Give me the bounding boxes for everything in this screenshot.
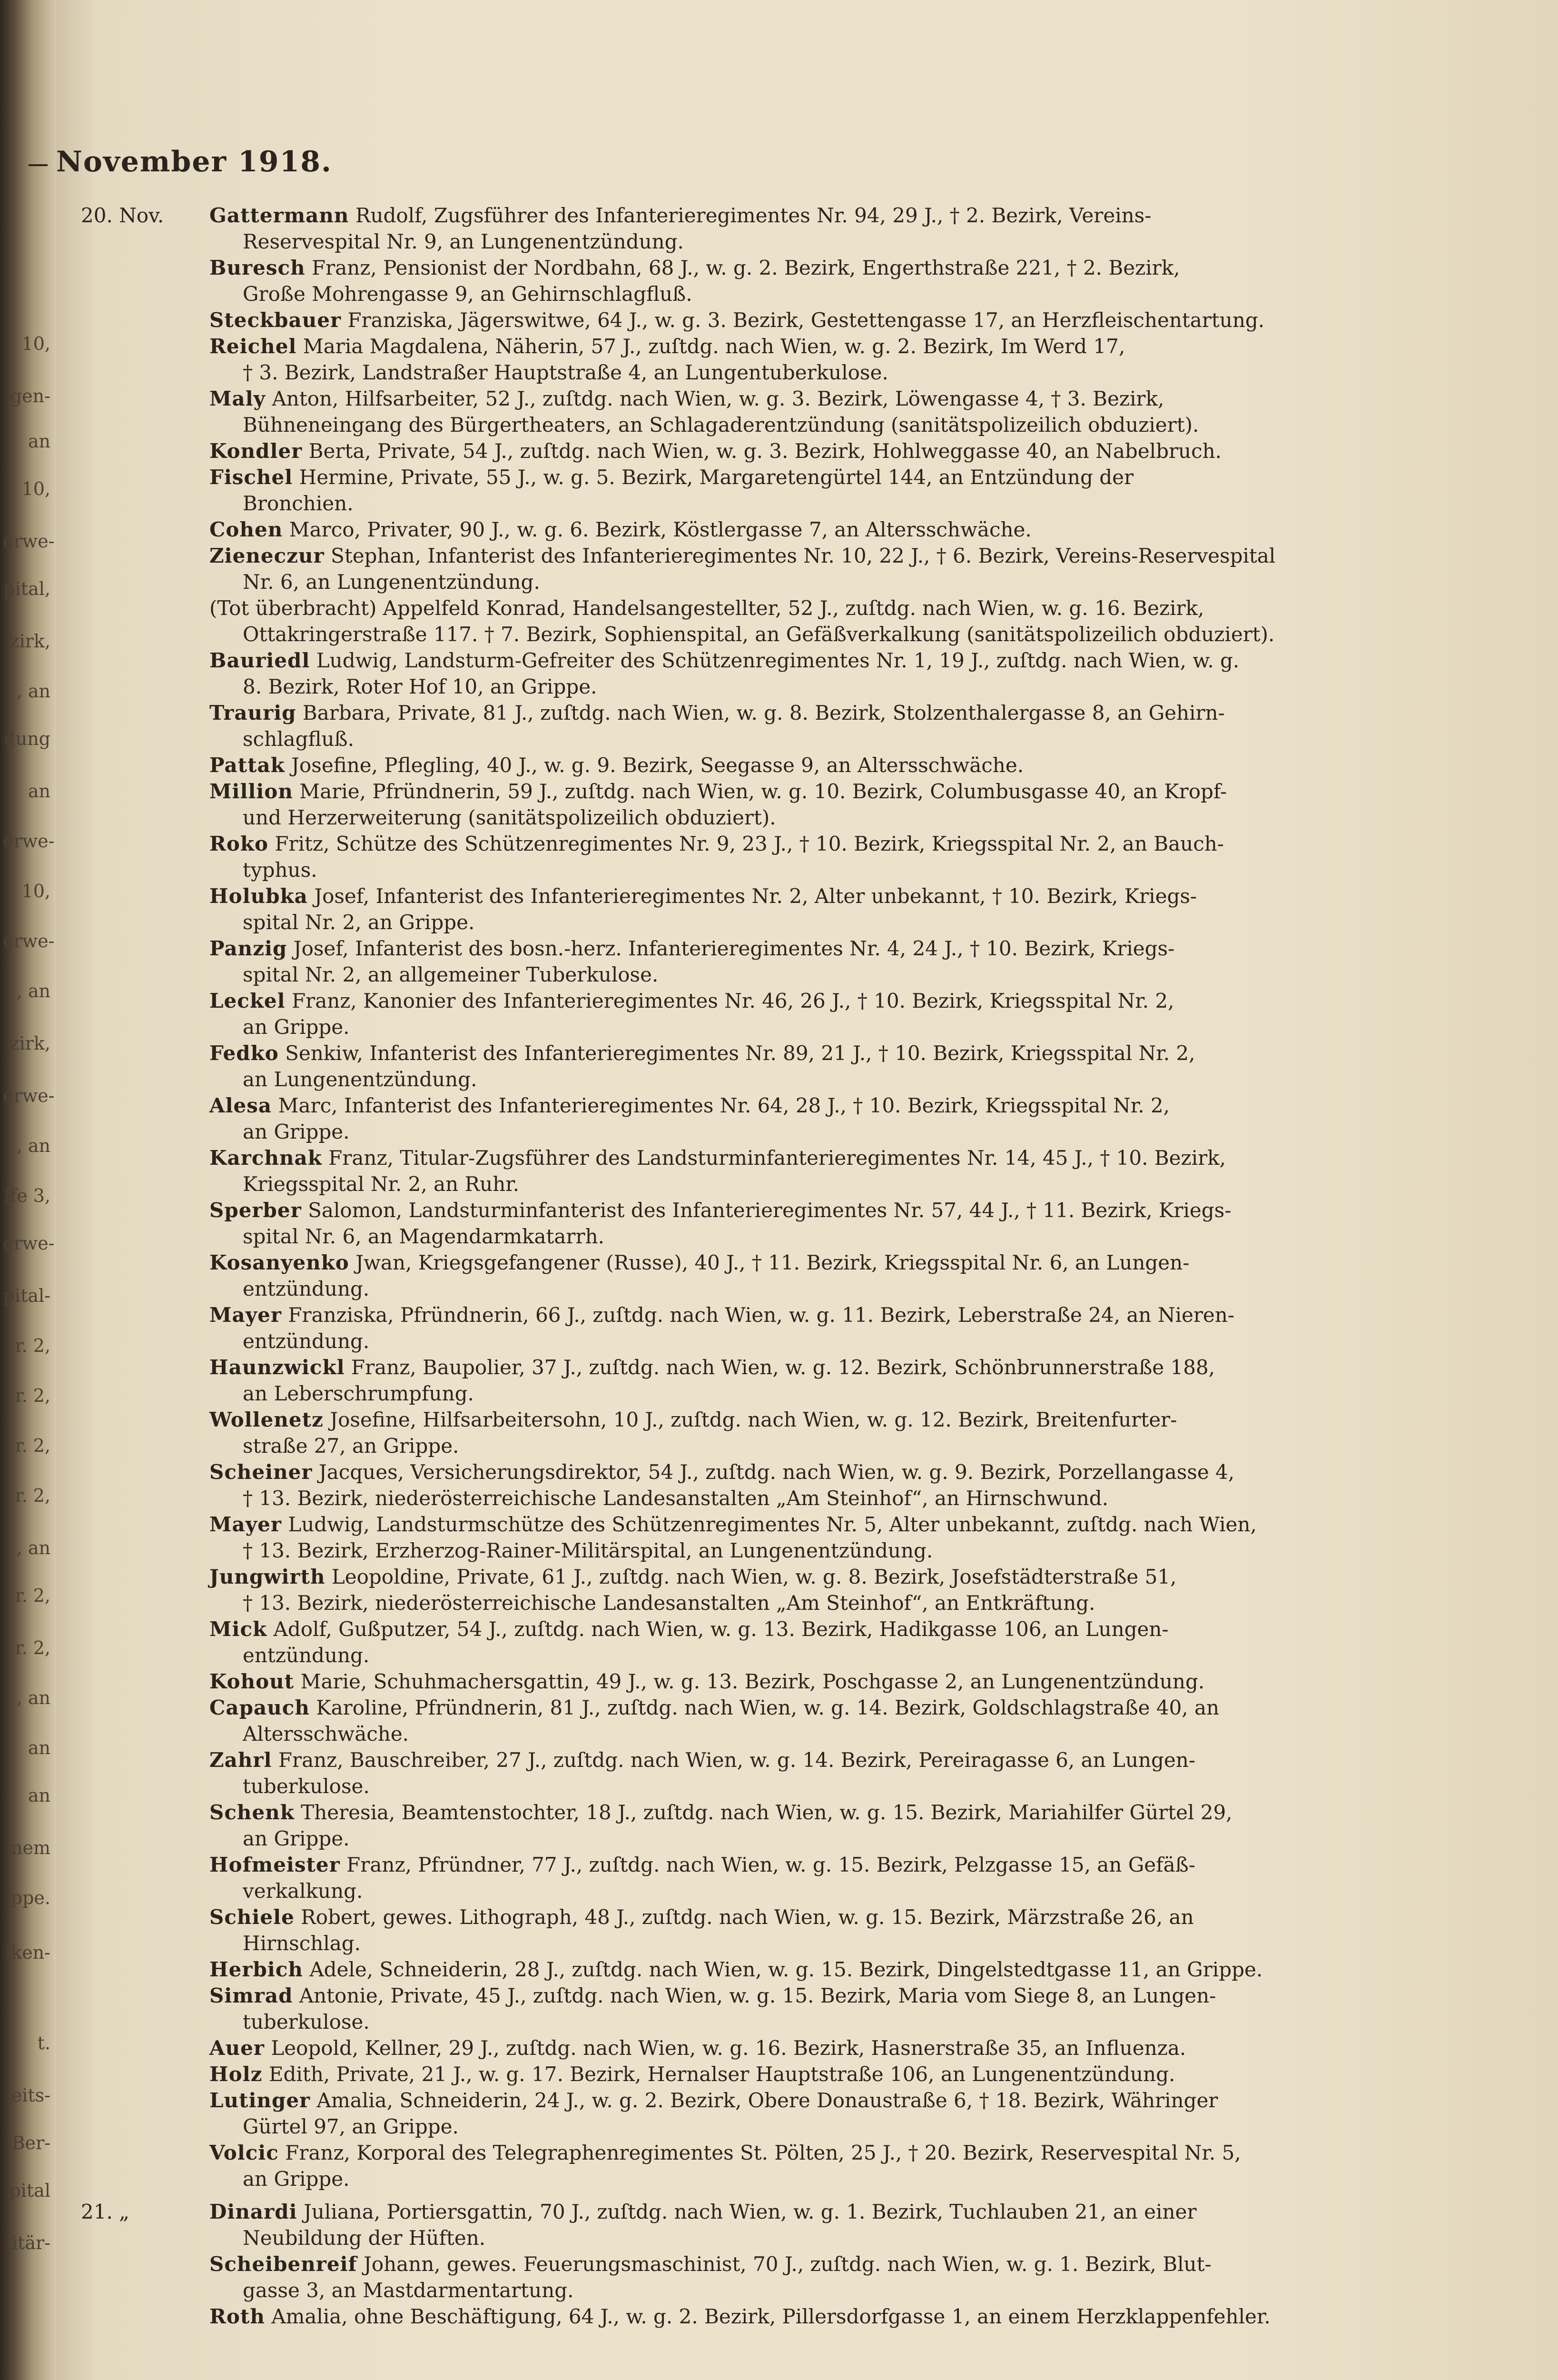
entry-text <box>209 1040 1356 1092</box>
margin-fragment: 10, <box>21 333 50 354</box>
register-entry <box>81 883 1356 935</box>
register-entry <box>81 1197 1356 1250</box>
entry-surname: Karchnak <box>209 1146 322 1170</box>
entry-surname: Fischel <box>209 466 293 489</box>
margin-fragment: nem <box>11 1837 50 1858</box>
entry-details: Maria Magdalena, Näherin, 57 J., zuſtdg. nach Wien, w. g. 2. Bezirk, Im Werd 17, <box>303 335 1125 358</box>
register-entry <box>81 1564 1356 1616</box>
entry-surname: Schiele <box>209 1905 295 1929</box>
entry-surname: Bauriedl <box>209 649 310 672</box>
entry-text <box>209 935 1356 988</box>
entry-continuation: tuberkulose. <box>243 1775 370 1798</box>
entry-surname: Sperber <box>209 1199 302 1222</box>
margin-fragment: , an <box>16 681 50 702</box>
entry-continuation: Reservespital Nr. 9, an Lungenentzündung. <box>243 230 684 253</box>
margin-fragment: , an <box>16 1687 50 1708</box>
entry-details: Franz, Bauschreiber, 27 J., zuſtdg. nach Wien, w. g. 14. Bezirk, Pereiragasse 6, an Lungen- <box>278 1748 1196 1772</box>
register-entry <box>81 1040 1356 1092</box>
entry-details: Theresia, Beamtenstochter, 18 J., zuſtdg. nach Wien, w. g. 15. Bezirk, Mariahilfer Gürtel 29, <box>301 1801 1233 1824</box>
entry-continuation: † 13. Bezirk, niederösterreichische Landesanstalten „Am Steinhof“, an Hirnschwund. <box>243 1487 1109 1510</box>
register-entry <box>81 516 1356 543</box>
register-entry <box>81 2035 1356 2061</box>
entry-details: Jacques, Versicherungsdirektor, 54 J., zuſtdg. nach Wien, w. g. 9. Bezirk, Porzellangasse 4, <box>318 1460 1235 1484</box>
entry-continuation: an Grippe. <box>243 1015 350 1039</box>
margin-fragment: pital <box>9 2180 50 2201</box>
register-entry <box>81 647 1356 700</box>
entry-continuation: und Herzerweiterung (sanitätspolizeilich obduziert). <box>243 806 776 829</box>
entry-details: Leopoldine, Private, 61 J., zuſtdg. nach Wien, w. g. 8. Bezirk, Josefstädterstraße 51, <box>331 1565 1177 1588</box>
entry-text <box>209 1747 1356 1799</box>
entry-details: Amalia, ohne Beschäftigung, 64 J., w. g. 2. Bezirk, Pillersdorfgasse 1, an einem Herzklappenfehler. <box>271 2305 1271 2328</box>
margin-fragment: an <box>28 781 50 802</box>
entry-surname: Herbich <box>209 1958 303 1981</box>
entry-details: Rudolf, Zugsführer des Infanterieregimentes Nr. 94, 29 J., † 2. Bezirk, Vereins- <box>355 204 1152 227</box>
entry-surname: Zahrl <box>209 1748 272 1772</box>
entry-surname: Wollenetz <box>209 1408 324 1431</box>
entry-details: Franz, Baupolier, 37 J., zuſtdg. nach Wien, w. g. 12. Bezirk, Schönbrunnerstraße 188, <box>351 1356 1215 1379</box>
register-entry <box>81 1956 1356 1983</box>
margin-fragment: r. 2, <box>15 1385 50 1406</box>
entry-text <box>209 307 1356 333</box>
death-register-list <box>81 202 1356 2330</box>
entry-text <box>209 1852 1356 1904</box>
margin-fragment: erwe- <box>3 931 55 952</box>
entry-details: Fritz, Schütze des Schützenregimentes Nr. 9, 23 J., † 10. Bezirk, Kriegsspital Nr. 2, an Bauch- <box>275 832 1224 855</box>
entry-details: Marie, Schuhmachersgattin, 49 J., w. g. 13. Bezirk, Poschgasse 2, an Lungenentzündung. <box>300 1670 1205 1693</box>
register-entry <box>81 1250 1356 1302</box>
header-mark <box>29 164 48 166</box>
entry-details: Josef, Infanterist des Infanterieregimentes Nr. 2, Alter unbekannt, † 10. Bezirk, Kriegs- <box>314 884 1197 908</box>
entry-details: Johann, gewes. Feuerungsmaschinist, 70 J., zuſtdg. nach Wien, w. g. 1. Bezirk, Blut- <box>363 2252 1212 2276</box>
margin-fragment: erwe- <box>3 831 55 852</box>
entry-text <box>209 988 1356 1040</box>
entry-date: 21. „ <box>81 2200 129 2223</box>
entry-text <box>209 1250 1356 1302</box>
register-entry <box>81 1852 1356 1904</box>
entry-details: Franz, Korporal des Telegraphenregimentes St. Pölten, 25 J., † 20. Bezirk, Reservespital Nr. 5, <box>285 2141 1241 2164</box>
entry-details: Edith, Private, 21 J., w. g. 17. Bezirk, Hernalser Hauptstraße 106, an Lungenentzündung. <box>268 2063 1175 2086</box>
register-entry <box>81 1092 1356 1145</box>
entry-details: Hermine, Private, 55 J., w. g. 5. Bezirk, Margaretengürtel 144, an Entzündung der <box>299 466 1134 489</box>
entry-continuation: † 3. Bezirk, Landstraßer Hauptstraße 4, an Lungentuberkulose. <box>243 361 888 384</box>
entry-details: (Tot überbracht) Appelfeld Konrad, Handelsangestellter, 52 J., zuſtdg. nach Wien, w. g. 16. Bezirk, <box>209 596 1204 620</box>
entry-continuation: an Grippe. <box>243 1827 350 1850</box>
register-entry <box>81 1747 1356 1799</box>
margin-fragment: r. 2, <box>15 1485 50 1506</box>
margin-fragment: r. 2, <box>15 1637 50 1658</box>
entry-details: Amalia, Schneiderin, 24 J., w. g. 2. Bezirk, Obere Donaustraße 6, † 18. Bezirk, Währinger <box>316 2089 1218 2112</box>
entry-details: Stephan, Infanterist des Infanterieregimentes Nr. 10, 22 J., † 6. Bezirk, Vereins-Reservespital <box>331 544 1276 567</box>
entry-details: Franziska, Pfründnerin, 66 J., zuſtdg. nach Wien, w. g. 11. Bezirk, Leberstraße 24, an Nieren- <box>288 1303 1235 1327</box>
register-entry <box>81 831 1356 883</box>
entry-text <box>209 2035 1356 2061</box>
margin-fragment: ffe 3, <box>4 1185 50 1206</box>
margin-fragment: r. 2, <box>15 1335 50 1356</box>
entry-continuation: Nr. 6, an Lungenentzündung. <box>243 570 540 594</box>
entry-continuation: spital Nr. 2, an allgemeiner Tuberkulose. <box>243 963 659 986</box>
margin-fragment: erwe- <box>3 1085 55 1106</box>
register-entry <box>81 1145 1356 1197</box>
entry-text <box>209 2199 1356 2251</box>
entry-surname: Roko <box>209 832 269 855</box>
register-entry <box>81 1459 1356 1511</box>
entry-text <box>209 700 1356 752</box>
entry-text <box>209 1616 1356 1668</box>
entry-continuation: Bronchien. <box>243 492 354 515</box>
entry-details: Berta, Private, 54 J., zuſtdg. nach Wien, w. g. 3. Bezirk, Hohlweggasse 40, an Nabelbruch. <box>308 439 1222 463</box>
margin-fragment: t. <box>37 2033 50 2053</box>
entry-text <box>209 1459 1356 1511</box>
entry-text <box>209 1092 1356 1145</box>
entry-continuation: Altersschwäche. <box>243 1722 409 1745</box>
register-entry <box>81 333 1356 386</box>
entry-details: Marie, Pfründnerin, 59 J., zuſtdg. nach Wien, w. g. 10. Bezirk, Columbusgasse 40, an Kropf- <box>299 780 1227 803</box>
entry-continuation: † 13. Bezirk, niederösterreichische Landesanstalten „Am Steinhof“, an Entkräftung. <box>243 1591 1095 1615</box>
entry-surname: Hofmeister <box>209 1853 340 1876</box>
entry-details: Josefine, Pflegling, 40 J., w. g. 9. Bezirk, Seegasse 9, an Altersschwäche. <box>291 754 1024 777</box>
entry-surname: Auer <box>209 2036 265 2060</box>
entry-text <box>209 2087 1356 2140</box>
entry-text <box>209 333 1356 386</box>
register-entry <box>81 543 1356 595</box>
entry-text <box>209 543 1356 595</box>
entry-continuation: an Grippe. <box>243 1120 350 1143</box>
entry-details: Adolf, Gußputzer, 54 J., zuſtdg. nach Wien, w. g. 13. Bezirk, Hadikgasse 106, an Lungen- <box>273 1617 1169 1641</box>
entry-details: Antonie, Private, 45 J., zuſtdg. nach Wien, w. g. 15. Bezirk, Maria vom Siege 8, an Lungen- <box>299 1984 1216 2007</box>
entry-surname: Capauch <box>209 1696 310 1719</box>
register-entry <box>81 1695 1356 1747</box>
entry-text <box>209 1354 1356 1407</box>
register-entry <box>81 1407 1356 1459</box>
register-entry <box>81 2087 1356 2140</box>
margin-fragment: 10, <box>21 478 50 499</box>
register-entry <box>81 202 1356 255</box>
entry-surname: Kosanyenko <box>209 1251 349 1274</box>
entry-continuation: entzündung. <box>243 1329 370 1353</box>
margin-fragment: ppe. <box>10 1887 50 1908</box>
margin-fragment: Ber- <box>11 2132 50 2153</box>
register-entry <box>81 2251 1356 2303</box>
entry-surname: Leckel <box>209 989 286 1012</box>
entry-text <box>209 438 1356 464</box>
entry-continuation: typhus. <box>243 858 317 882</box>
entry-surname: Schenk <box>209 1801 295 1824</box>
entry-surname: Cohen <box>209 518 283 541</box>
entry-surname: Mayer <box>209 1303 282 1327</box>
margin-fragment: , an <box>16 1135 50 1156</box>
entry-surname: Panzig <box>209 937 287 960</box>
entry-surname: Lutinger <box>209 2089 311 2112</box>
entry-surname: Mick <box>209 1617 267 1641</box>
entry-continuation: 8. Bezirk, Roter Hof 10, an Grippe. <box>243 675 597 698</box>
entry-details: Barbara, Private, 81 J., zuſtdg. nach Wien, w. g. 8. Bezirk, Stolzenthalergasse 8, an Gehirn- <box>302 701 1225 724</box>
register-entry <box>81 1354 1356 1407</box>
margin-fragment: an <box>28 1737 50 1758</box>
register-entry <box>81 2199 1356 2251</box>
register-entry <box>81 1668 1356 1695</box>
register-entry <box>81 1904 1356 1956</box>
register-entry <box>81 752 1356 778</box>
entry-text <box>209 1197 1356 1250</box>
entry-details: Franziska, Jägerswitwe, 64 J., w. g. 3. Bezirk, Gestettengasse 17, an Herzfleischentartung. <box>347 308 1265 332</box>
register-entry <box>81 2061 1356 2087</box>
register-entry <box>81 438 1356 464</box>
entry-details: Karoline, Pfründnerin, 81 J., zuſtdg. nach Wien, w. g. 14. Bezirk, Goldschlagstraße 40, an <box>316 1696 1220 1719</box>
margin-fragment: zirk, <box>10 1033 50 1054</box>
register-entry <box>81 1616 1356 1668</box>
entry-text <box>209 2251 1356 2303</box>
margin-fragment: erwe- <box>3 531 55 552</box>
entry-continuation: gasse 3, an Mastdarmentartung. <box>243 2279 574 2302</box>
entry-text <box>209 516 1356 543</box>
entry-details: Marco, Privater, 90 J., w. g. 6. Bezirk, Köstlergasse 7, an Altersschwäche. <box>289 518 1032 541</box>
entry-surname: Maly <box>209 387 266 410</box>
entry-text <box>209 202 1356 255</box>
entry-text <box>209 752 1356 778</box>
entry-text <box>209 2061 1356 2087</box>
entry-details: Josefine, Hilfsarbeitersohn, 10 J., zuſtdg. nach Wien, w. g. 12. Bezirk, Breitenfurter- <box>330 1408 1177 1431</box>
entry-text <box>209 1695 1356 1747</box>
entry-text <box>209 464 1356 516</box>
margin-fragment: 10, <box>21 881 50 902</box>
entry-surname: Traurig <box>209 701 296 724</box>
margin-fragment: pital- <box>3 1285 50 1306</box>
entry-surname: Simrad <box>209 1984 293 2007</box>
margin-fragment: an <box>28 1785 50 1806</box>
entry-details: Franz, Kanonier des Infanterieregimentes Nr. 46, 26 J., † 10. Bezirk, Kriegsspital Nr. 2, <box>291 989 1174 1012</box>
entry-surname: Million <box>209 780 293 803</box>
margin-fragment: r. 2, <box>15 1435 50 1456</box>
entry-surname: Reichel <box>209 335 297 358</box>
entry-surname: Zieneczur <box>209 544 325 567</box>
entry-details: Jwan, Kriegsgefangener (Russe), 40 J., † 11. Bezirk, Kriegsspital Nr. 6, an Lungen- <box>355 1251 1190 1274</box>
entry-continuation: an Grippe. <box>243 2167 350 2191</box>
entry-continuation: an Leberschrumpfung. <box>243 1382 474 1405</box>
margin-fragment: iken- <box>5 1942 50 1963</box>
register-entry <box>81 700 1356 752</box>
entry-text <box>209 831 1356 883</box>
entry-continuation: Gürtel 97, an Grippe. <box>243 2115 459 2138</box>
entry-surname: Volcic <box>209 2141 279 2164</box>
entry-details: Franz, Titular-Zugsführer des Landsturminfanterieregimentes Nr. 14, 45 J., † 10. Bezirk, <box>328 1146 1226 1170</box>
entry-text <box>209 1145 1356 1197</box>
entry-details: Marc, Infanterist des Infanterieregimentes Nr. 64, 28 J., † 10. Bezirk, Kriegsspital Nr. 2, <box>278 1094 1170 1117</box>
margin-fragment: dung <box>4 728 50 749</box>
entry-details: Ludwig, Landsturm-Gefreiter des Schützenregimentes Nr. 1, 19 J., zuſtdg. nach Wien, w. g. <box>316 649 1240 672</box>
entry-continuation: entzündung. <box>243 1644 370 1667</box>
entry-surname: Dinardi <box>209 2200 297 2223</box>
register-entry <box>81 1983 1356 2035</box>
entry-details: Franz, Pfründner, 77 J., zuſtdg. nach Wien, w. g. 15. Bezirk, Pelzgasse 15, an Gefäß- <box>346 1853 1195 1876</box>
margin-fragment: eits- <box>11 2085 50 2106</box>
register-entry <box>81 778 1356 831</box>
entry-surname: Kohout <box>209 1670 295 1693</box>
entry-details: Robert, gewes. Lithograph, 48 J., zuſtdg. nach Wien, w. g. 15. Bezirk, Märzstraße 26, an <box>301 1905 1194 1929</box>
margin-fragment: erwe- <box>3 1233 55 1254</box>
entry-details: Franz, Pensionist der Nordbahn, 68 J., w. g. 2. Bezirk, Engerthstraße 221, † 2. Bezirk, <box>312 256 1180 279</box>
margin-fragment: an <box>28 431 50 452</box>
entry-text <box>209 1407 1356 1459</box>
entry-surname: Pattak <box>209 754 285 777</box>
entry-continuation: an Lungenentzündung. <box>243 1068 477 1091</box>
entry-details: Leopold, Kellner, 29 J., zuſtdg. nach Wien, w. g. 16. Bezirk, Hasnerstraße 35, an Influenza. <box>271 2036 1186 2060</box>
entry-text <box>209 647 1356 700</box>
entry-text <box>209 1668 1356 1695</box>
entry-continuation: spital Nr. 6, an Magendarmkatarrh. <box>243 1225 604 1248</box>
entry-text <box>209 2303 1356 2330</box>
entry-continuation: Kriegsspital Nr. 2, an Ruhr. <box>243 1172 520 1196</box>
entry-surname: Scheiner <box>209 1460 313 1484</box>
entry-text <box>209 386 1356 438</box>
entry-surname: Buresch <box>209 256 306 279</box>
entry-text <box>209 778 1356 831</box>
entry-surname: Haunzwickl <box>209 1356 345 1379</box>
register-entry <box>81 1302 1356 1354</box>
entry-continuation: Hirnschlag. <box>243 1932 361 1955</box>
entry-text <box>209 255 1356 307</box>
entry-surname: Gattermann <box>209 204 349 227</box>
entry-text <box>209 1956 1356 1983</box>
register-entry <box>81 386 1356 438</box>
entry-details: Adele, Schneiderin, 28 J., zuſtdg. nach Wien, w. g. 15. Bezirk, Dingelstedtgasse 11, an Grippe. <box>309 1958 1263 1981</box>
entry-continuation: spital Nr. 2, an Grippe. <box>243 911 475 934</box>
entry-surname: Roth <box>209 2305 265 2328</box>
register-entry <box>81 464 1356 516</box>
entry-continuation: Neubildung der Hüften. <box>243 2226 486 2250</box>
entry-text <box>209 1302 1356 1354</box>
margin-fragment: , an <box>16 1537 50 1558</box>
entry-text <box>209 883 1356 935</box>
entry-details: Salomon, Landsturminfanterist des Infanterieregimentes Nr. 57, 44 J., † 11. Bezirk, Kriegs- <box>308 1199 1232 1222</box>
entry-details: Anton, Hilfsarbeiter, 52 J., zuſtdg. nach Wien, w. g. 3. Bezirk, Löwengasse 4, † 3. Bezirk, <box>272 387 1164 410</box>
register-entry <box>81 595 1356 647</box>
entry-continuation: † 13. Bezirk, Erzherzog-Rainer-Militärspital, an Lungenentzündung. <box>243 1539 933 1562</box>
entry-details: Ludwig, Landsturmschütze des Schützenregimentes Nr. 5, Alter unbekannt, zuſtdg. nach Wien, <box>288 1513 1257 1536</box>
entry-continuation: straße 27, an Grippe. <box>243 1434 459 1458</box>
entry-surname: Mayer <box>209 1513 282 1536</box>
entry-date: 20. Nov. <box>81 204 164 227</box>
entry-continuation: Ottakringerstraße 117. † 7. Bezirk, Sophienspital, an Gefäßverkalkung (sanitätspolizeilich obduziert). <box>243 623 1275 646</box>
entry-text <box>209 1511 1356 1564</box>
entry-continuation: verkalkung. <box>243 1879 363 1903</box>
entry-continuation: tuberkulose. <box>243 2010 370 2033</box>
date-gap <box>81 2192 1356 2199</box>
margin-fragment: pital, <box>3 578 50 599</box>
register-entry <box>81 255 1356 307</box>
register-entry <box>81 988 1356 1040</box>
margin-fragment: zirk, <box>10 631 50 652</box>
register-entry <box>81 935 1356 988</box>
entry-continuation: Bühneneingang des Bürgertheaters, an Schlagaderentzündung (sanitätspolizeilich obduziert). <box>243 413 1199 436</box>
entry-continuation: schlagfluß. <box>243 727 354 751</box>
entry-details: Senkiw, Infanterist des Infanterieregimentes Nr. 89, 21 J., † 10. Bezirk, Kriegsspital Nr. 2, <box>285 1041 1195 1065</box>
register-entry <box>81 307 1356 333</box>
entry-details: Juliana, Portiersgattin, 70 J., zuſtdg. nach Wien, w. g. 1. Bezirk, Tuchlauben 21, an einer <box>303 2200 1197 2223</box>
entry-text <box>209 1983 1356 2035</box>
entry-details: Josef, Infanterist des bosn.-herz. Infanterieregimentes Nr. 4, 24 J., † 10. Bezirk, Kriegs- <box>293 937 1175 960</box>
entry-surname: Jungwirth <box>209 1565 325 1588</box>
entry-continuation: entzündung. <box>243 1277 370 1300</box>
entry-text <box>209 2140 1356 2192</box>
entry-continuation: Große Mohrengasse 9, an Gehirnschlagfluß. <box>243 282 692 306</box>
register-entry <box>81 2140 1356 2192</box>
entry-surname: Holubka <box>209 884 308 908</box>
register-entry <box>81 1511 1356 1564</box>
register-entry <box>81 1799 1356 1852</box>
entry-text <box>209 1904 1356 1956</box>
register-entry <box>81 2303 1356 2330</box>
entry-surname: Kondler <box>209 439 303 463</box>
page-header: November 1918. <box>56 145 332 178</box>
entry-surname: Steckbauer <box>209 308 342 332</box>
entry-text <box>209 1799 1356 1852</box>
entry-surname: Fedko <box>209 1041 279 1065</box>
entry-surname: Scheibenreif <box>209 2252 357 2276</box>
entry-text <box>209 1564 1356 1616</box>
margin-fragment: itär- <box>11 2232 50 2253</box>
margin-fragment: r. 2, <box>15 1585 50 1606</box>
entry-surname: Holz <box>209 2063 263 2086</box>
margin-fragment: gen- <box>10 386 50 407</box>
entry-text <box>209 595 1356 647</box>
entry-surname: Alesa <box>209 1094 272 1117</box>
margin-fragment: , an <box>16 981 50 1002</box>
